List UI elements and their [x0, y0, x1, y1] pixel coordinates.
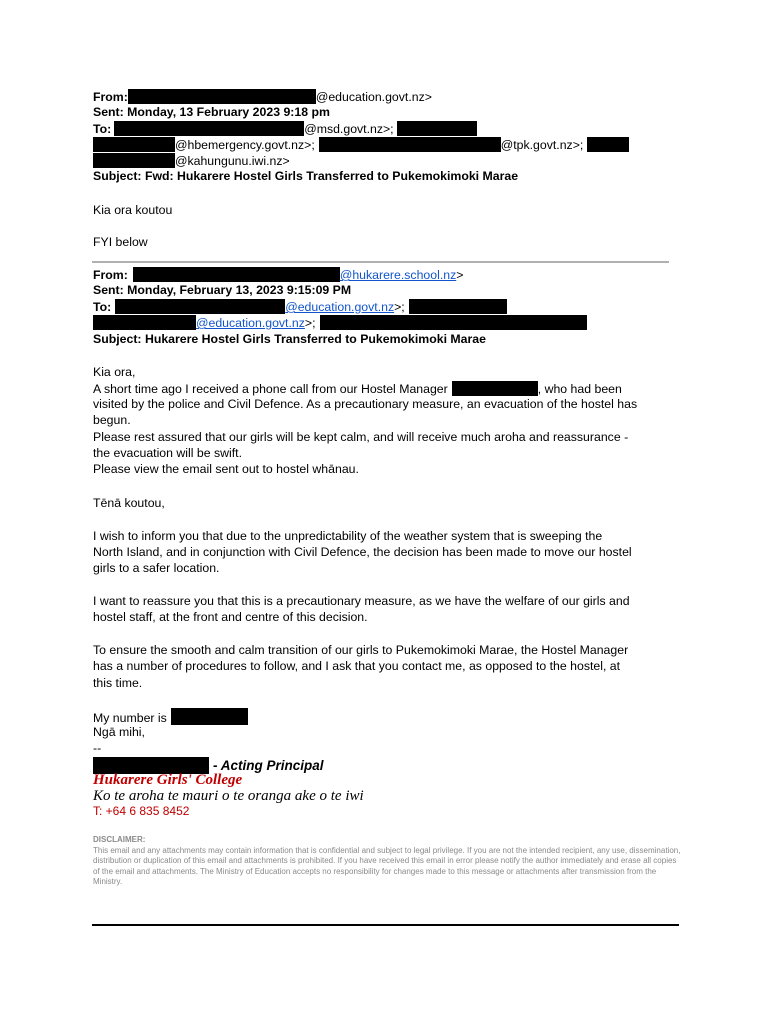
redaction [133, 267, 340, 282]
from-label: From: [93, 268, 128, 282]
header2-from [93, 267, 463, 283]
college-text: Hukarere Girls' College [93, 772, 243, 788]
body-line: visited by the police and Civil Defence. As a precautionary measure, an evacuation of the hostel has [93, 397, 638, 411]
sent-value: Monday, February 13, 2023 9:15:09 PM [127, 283, 352, 297]
to-email-link[interactable]: @education.govt.nz [285, 300, 395, 314]
body-line: Please rest assured that our girls will be kept calm, and will receive much aroha and reassurance - [93, 430, 629, 444]
subject-value: Hukarere Hostel Girls Transferred to Pukemokimoki Marae [144, 332, 486, 346]
redaction [319, 137, 501, 152]
from-label: From: [93, 90, 128, 104]
header1-subject [93, 169, 518, 185]
body-text: , who had been [537, 382, 622, 396]
subject-label: Subject: [93, 332, 142, 346]
header1-to [93, 121, 477, 137]
header1-to-cont [93, 137, 629, 153]
to-separator: >; [304, 316, 316, 330]
from-close: > [456, 268, 464, 282]
phone-number-line [93, 708, 248, 724]
disclaimer [93, 835, 683, 888]
header2-to-cont [93, 315, 587, 331]
redaction [171, 708, 248, 725]
motto-text: Ko te aroha te mauri o te oranga ake o te iwi [93, 788, 364, 804]
to-label: To: [93, 300, 112, 314]
body-text: My number is [93, 711, 167, 725]
header1-to-cont2 [93, 153, 290, 169]
body-text: A short time ago I received a phone call from our Hostel Manager [93, 382, 448, 396]
body-line: the evacuation will be swift. [93, 446, 243, 460]
from-email-link[interactable]: @hukarere.school.nz [339, 268, 457, 282]
from-domain: @education.govt.nz> [315, 90, 432, 104]
redaction [409, 299, 507, 314]
body-line: Please view the email sent out to hostel whānau. [93, 462, 359, 476]
phone-text: T: +64 6 835 8452 [93, 804, 190, 818]
header2-to [93, 299, 507, 315]
divider [92, 261, 669, 263]
tena-koutou: Tēnā koutou, [93, 496, 165, 510]
to-address: @kahungunu.iwi.nz> [175, 154, 290, 168]
subject-label: Subject: [93, 169, 142, 183]
body-line: girls to a safer location. [93, 561, 220, 575]
body-line [93, 381, 622, 397]
header1-from [93, 89, 432, 105]
to-label: To: [93, 122, 112, 136]
body-line: I wish to inform you that due to the unpredictability of the weather system that is sweeping the [93, 529, 603, 543]
body-line: hostel staff, at the front and centre of this decision. [93, 610, 368, 624]
to-address: @msd.govt.nz>; [304, 122, 394, 136]
disclaimer-heading: DISCLAIMER: [93, 835, 146, 844]
header1-sent [93, 105, 330, 121]
sent-value: Monday, 13 February 2023 9:18 pm [127, 105, 330, 119]
redaction [93, 153, 175, 168]
subject-value: Fwd: Hukarere Hostel Girls Transferred to Pukemokimoki Marae [144, 169, 519, 183]
sent-label: Sent: [93, 283, 124, 297]
body-line: North Island, and in conjunction with Civil Defence, the decision has been made to move our hostel [93, 545, 632, 559]
body-line: I want to reassure you that this is a precautionary measure, as we have the welfare of our girls and [93, 594, 630, 608]
body-line: has a number of procedures to follow, and I ask that you contact me, as opposed to the hostel, at [93, 659, 621, 673]
header2-sent [93, 283, 351, 299]
redaction [397, 121, 477, 136]
nga-mihi: Ngā mihi, [93, 725, 145, 739]
sig-separator: -- [93, 741, 102, 755]
redaction [115, 299, 285, 314]
body-line: begun. [93, 413, 131, 427]
redaction [452, 381, 538, 396]
redaction [114, 121, 304, 136]
redaction [93, 315, 196, 330]
redaction [93, 137, 175, 152]
signature-title: - Acting Principal [213, 758, 324, 773]
bottom-rule [92, 924, 679, 926]
to-address: @tpk.govt.nz>; [500, 138, 584, 152]
to-address: @hbemergency.govt.nz>; [175, 138, 315, 152]
body-line: To ensure the smooth and calm transition of our girls to Pukemokimoki Marae, the Hostel Manager [93, 643, 629, 657]
to-email-link[interactable]: @education.govt.nz [196, 316, 305, 330]
redaction [128, 89, 316, 104]
greeting: Kia ora koutou [93, 203, 173, 217]
body-kia-ora: Kia ora, [93, 365, 136, 379]
to-separator: >; [394, 300, 405, 314]
sent-label: Sent: [93, 105, 124, 119]
redaction [320, 315, 587, 330]
redaction [587, 137, 629, 152]
college-phone [93, 804, 189, 820]
body-line: this time. [93, 676, 143, 690]
header2-subject [93, 332, 486, 348]
disclaimer-text: This email and any attachments may contain information that is confidential and subject to legal privilege. If you are not the intended recipient, any use, dissemination, distribution or duplication of this email and attachments is prohibited. If you have received this email in error please notify the author immediately and erase all copies of the email and attachments. The Ministry of Education accepts no responsibility for changes made to this message or attachments after transmission from the Ministry. [93, 845, 681, 886]
fyi-text: FYI below [93, 235, 148, 249]
